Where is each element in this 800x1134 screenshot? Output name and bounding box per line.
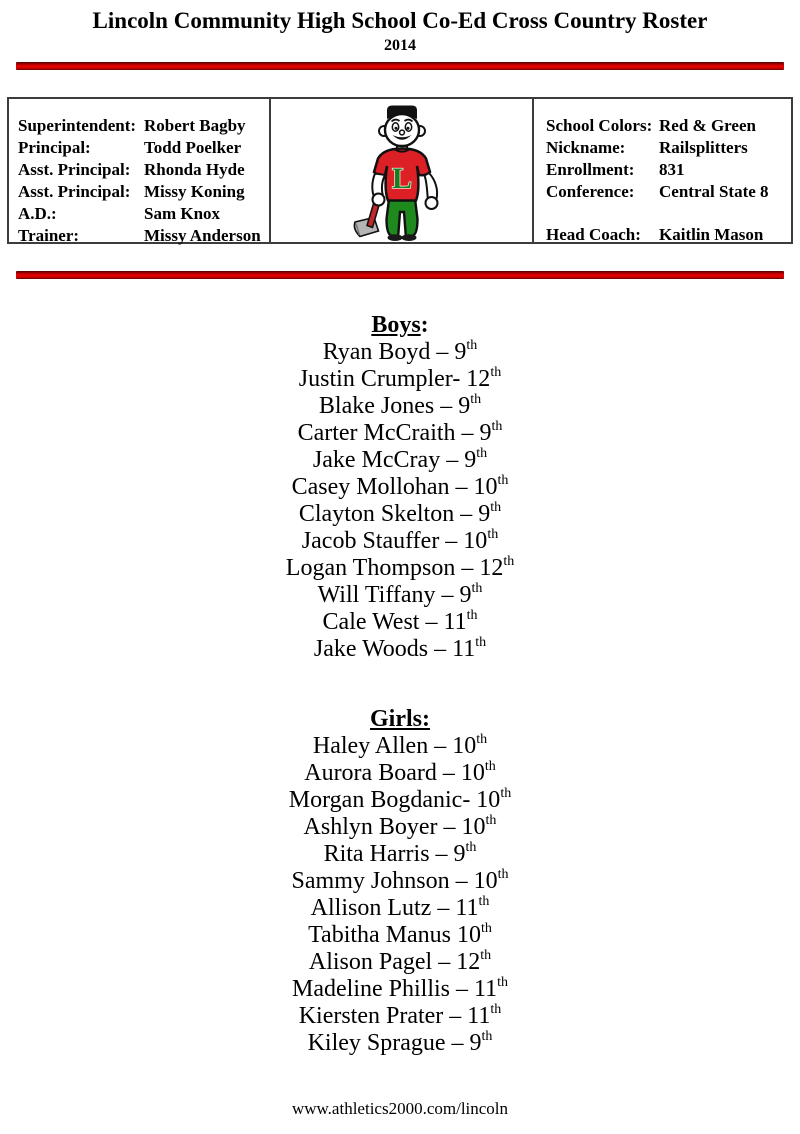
athlete-name-grade: Cale West – 11 [322,609,467,635]
athlete-row [0,1030,800,1057]
girls-roster-section [0,706,800,1057]
athlete-row [0,609,800,636]
athlete-name-grade: Haley Allen – 10 [312,733,477,759]
girls-heading [0,706,800,733]
school-info-row [546,137,787,159]
athlete-row [0,366,800,393]
athlete-row [0,814,800,841]
boys-heading [0,312,800,339]
athlete-row [0,636,800,663]
athlete-row [0,1003,800,1030]
staff-panel [9,99,269,245]
athlete-name-grade: Aurora Board – 10 [304,760,485,786]
grade-suffix: th [491,419,503,434]
boys-heading-text: Boys [371,312,421,338]
grade-suffix: th [497,975,508,990]
staff-value: Robert Bagby [144,116,246,135]
railsplitter-mascot-image [343,102,461,242]
mascot-shoe [387,234,402,241]
athlete-row [0,393,800,420]
staff-label: Asst. Principal: [18,160,131,179]
boys-roster-section [0,312,800,663]
athlete-row [0,733,800,760]
girls-list [0,733,800,1057]
grade-suffix: th [478,894,490,909]
athlete-name-grade: Jake McCray – 9 [312,447,477,473]
athlete-row [0,922,800,949]
school-info-value: Kaitlin Mason [659,225,764,244]
athlete-row [0,528,800,555]
grade-suffix: th [476,732,488,747]
staff-value: Sam Knox [144,204,221,223]
athlete-row [0,447,800,474]
staff-row [18,225,263,247]
red-divider-top [16,62,784,70]
athlete-row [0,868,800,895]
athlete-row [0,949,800,976]
athlete-name-grade: Blake Jones – 9 [318,393,471,419]
athlete-row [0,760,800,787]
athlete-name-grade: Kiley Sprague – 9 [307,1030,482,1056]
athlete-name-grade: Clayton Skelton – 9 [298,501,491,527]
school-info-value: Central State 8 [659,182,769,201]
mascot-pants [386,199,417,236]
staff-value: Missy Koning [144,182,245,201]
mascot-left-fist [372,194,384,206]
grade-suffix: th [490,1002,502,1017]
athlete-row [0,787,800,814]
athlete-row [0,420,800,447]
athlete-name-grade: Logan Thompson – 12 [285,555,504,581]
grade-suffix: th [471,581,483,596]
boys-heading-colon: : [420,312,429,338]
athlete-name-grade: Madeline Phillis – 11 [292,976,498,1002]
school-info-row [546,159,787,181]
grade-suffix: th [500,786,512,801]
girls-heading-text: Girls: [370,706,430,732]
athlete-row [0,474,800,501]
grade-suffix: th [497,473,509,488]
grade-suffix: th [490,365,502,380]
athlete-row [0,841,800,868]
school-info-value: Railsplitters [659,138,748,157]
staff-row [18,159,263,181]
athlete-name-grade: Jacob Stauffer – 10 [301,528,488,554]
grade-suffix: th [465,840,477,855]
athlete-name-grade: Alison Pagel – 12 [308,949,481,975]
school-info-label: School Colors: [546,116,653,135]
grade-suffix: th [497,867,509,882]
staff-row [18,181,263,203]
athlete-row [0,976,800,1003]
mascot-panel [269,99,532,242]
athlete-name-grade: Ashlyn Boyer – 10 [303,814,486,840]
staff-row [18,137,263,159]
school-info-label: Conference: [546,182,635,201]
athlete-name-grade: Ryan Boyd – 9 [322,339,467,365]
mascot-right-fist [425,197,437,209]
boys-list [0,339,800,663]
athlete-row [0,501,800,528]
grade-suffix: th [490,500,502,515]
grade-suffix: th [481,921,492,936]
grade-suffix: th [466,338,478,353]
school-info-value: Red & Green [659,116,756,135]
athlete-row [0,339,800,366]
grade-suffix: th [481,1029,493,1044]
page-year: 2014 [384,37,416,54]
red-divider-bottom [16,271,784,279]
school-info-row [546,224,787,246]
athlete-name-grade: Tabitha Manus 10 [308,922,482,948]
school-info-label: Nickname: [546,138,626,157]
athlete-name-grade: Justin Crumpler- 12 [298,366,491,392]
staff-row [18,203,263,225]
school-info-value: 831 [659,160,685,179]
athlete-name-grade: Sammy Johnson – 10 [291,868,498,894]
athlete-name-grade: Morgan Bogdanic- 10 [288,787,501,813]
page-title: Lincoln Community High School Co-Ed Cross Country Roster [92,8,708,33]
grade-suffix: th [484,759,496,774]
staff-label: Superintendent: [18,116,137,135]
staff-row [18,115,263,137]
grade-suffix: th [503,554,515,569]
grade-suffix: th [466,608,478,623]
athlete-name-grade: Rita Harris – 9 [323,841,466,867]
grade-suffix: th [475,635,487,650]
athlete-name-grade: Will Tiffany – 9 [317,582,472,608]
mascot-shoe [401,234,416,241]
grade-suffix: th [476,446,488,461]
grade-suffix: th [470,392,482,407]
athlete-name-grade: Kiersten Prater – 11 [298,1003,491,1029]
athlete-name-grade: Casey Mollohan – 10 [291,474,498,500]
athlete-name-grade: Carter McCraith – 9 [297,420,492,446]
athlete-row [0,895,800,922]
athlete-name-grade: Allison Lutz – 11 [310,895,479,921]
mascot-letter: L [391,162,412,195]
footer-url: www.athletics2000.com/lincoln [291,1099,509,1118]
school-info-panel [532,99,791,242]
school-info-row [546,181,787,203]
school-info-row [546,115,787,137]
athlete-row [0,555,800,582]
staff-label: A.D.: [18,204,57,223]
staff-value: Missy Anderson [144,226,261,245]
grade-suffix: th [485,813,497,828]
info-table [7,97,793,244]
athlete-name-grade: Jake Woods – 11 [313,636,476,662]
school-info-label: Enrollment: [546,160,635,179]
athlete-row [0,582,800,609]
grade-suffix: th [480,948,492,963]
staff-value: Rhonda Hyde [144,160,245,179]
staff-value: Todd Poelker [144,138,242,157]
grade-suffix: th [487,527,499,542]
staff-label: Trainer: [18,226,80,245]
school-info-label: Head Coach: [546,225,641,244]
staff-label: Asst. Principal: [18,182,131,201]
staff-label: Principal: [18,138,91,157]
